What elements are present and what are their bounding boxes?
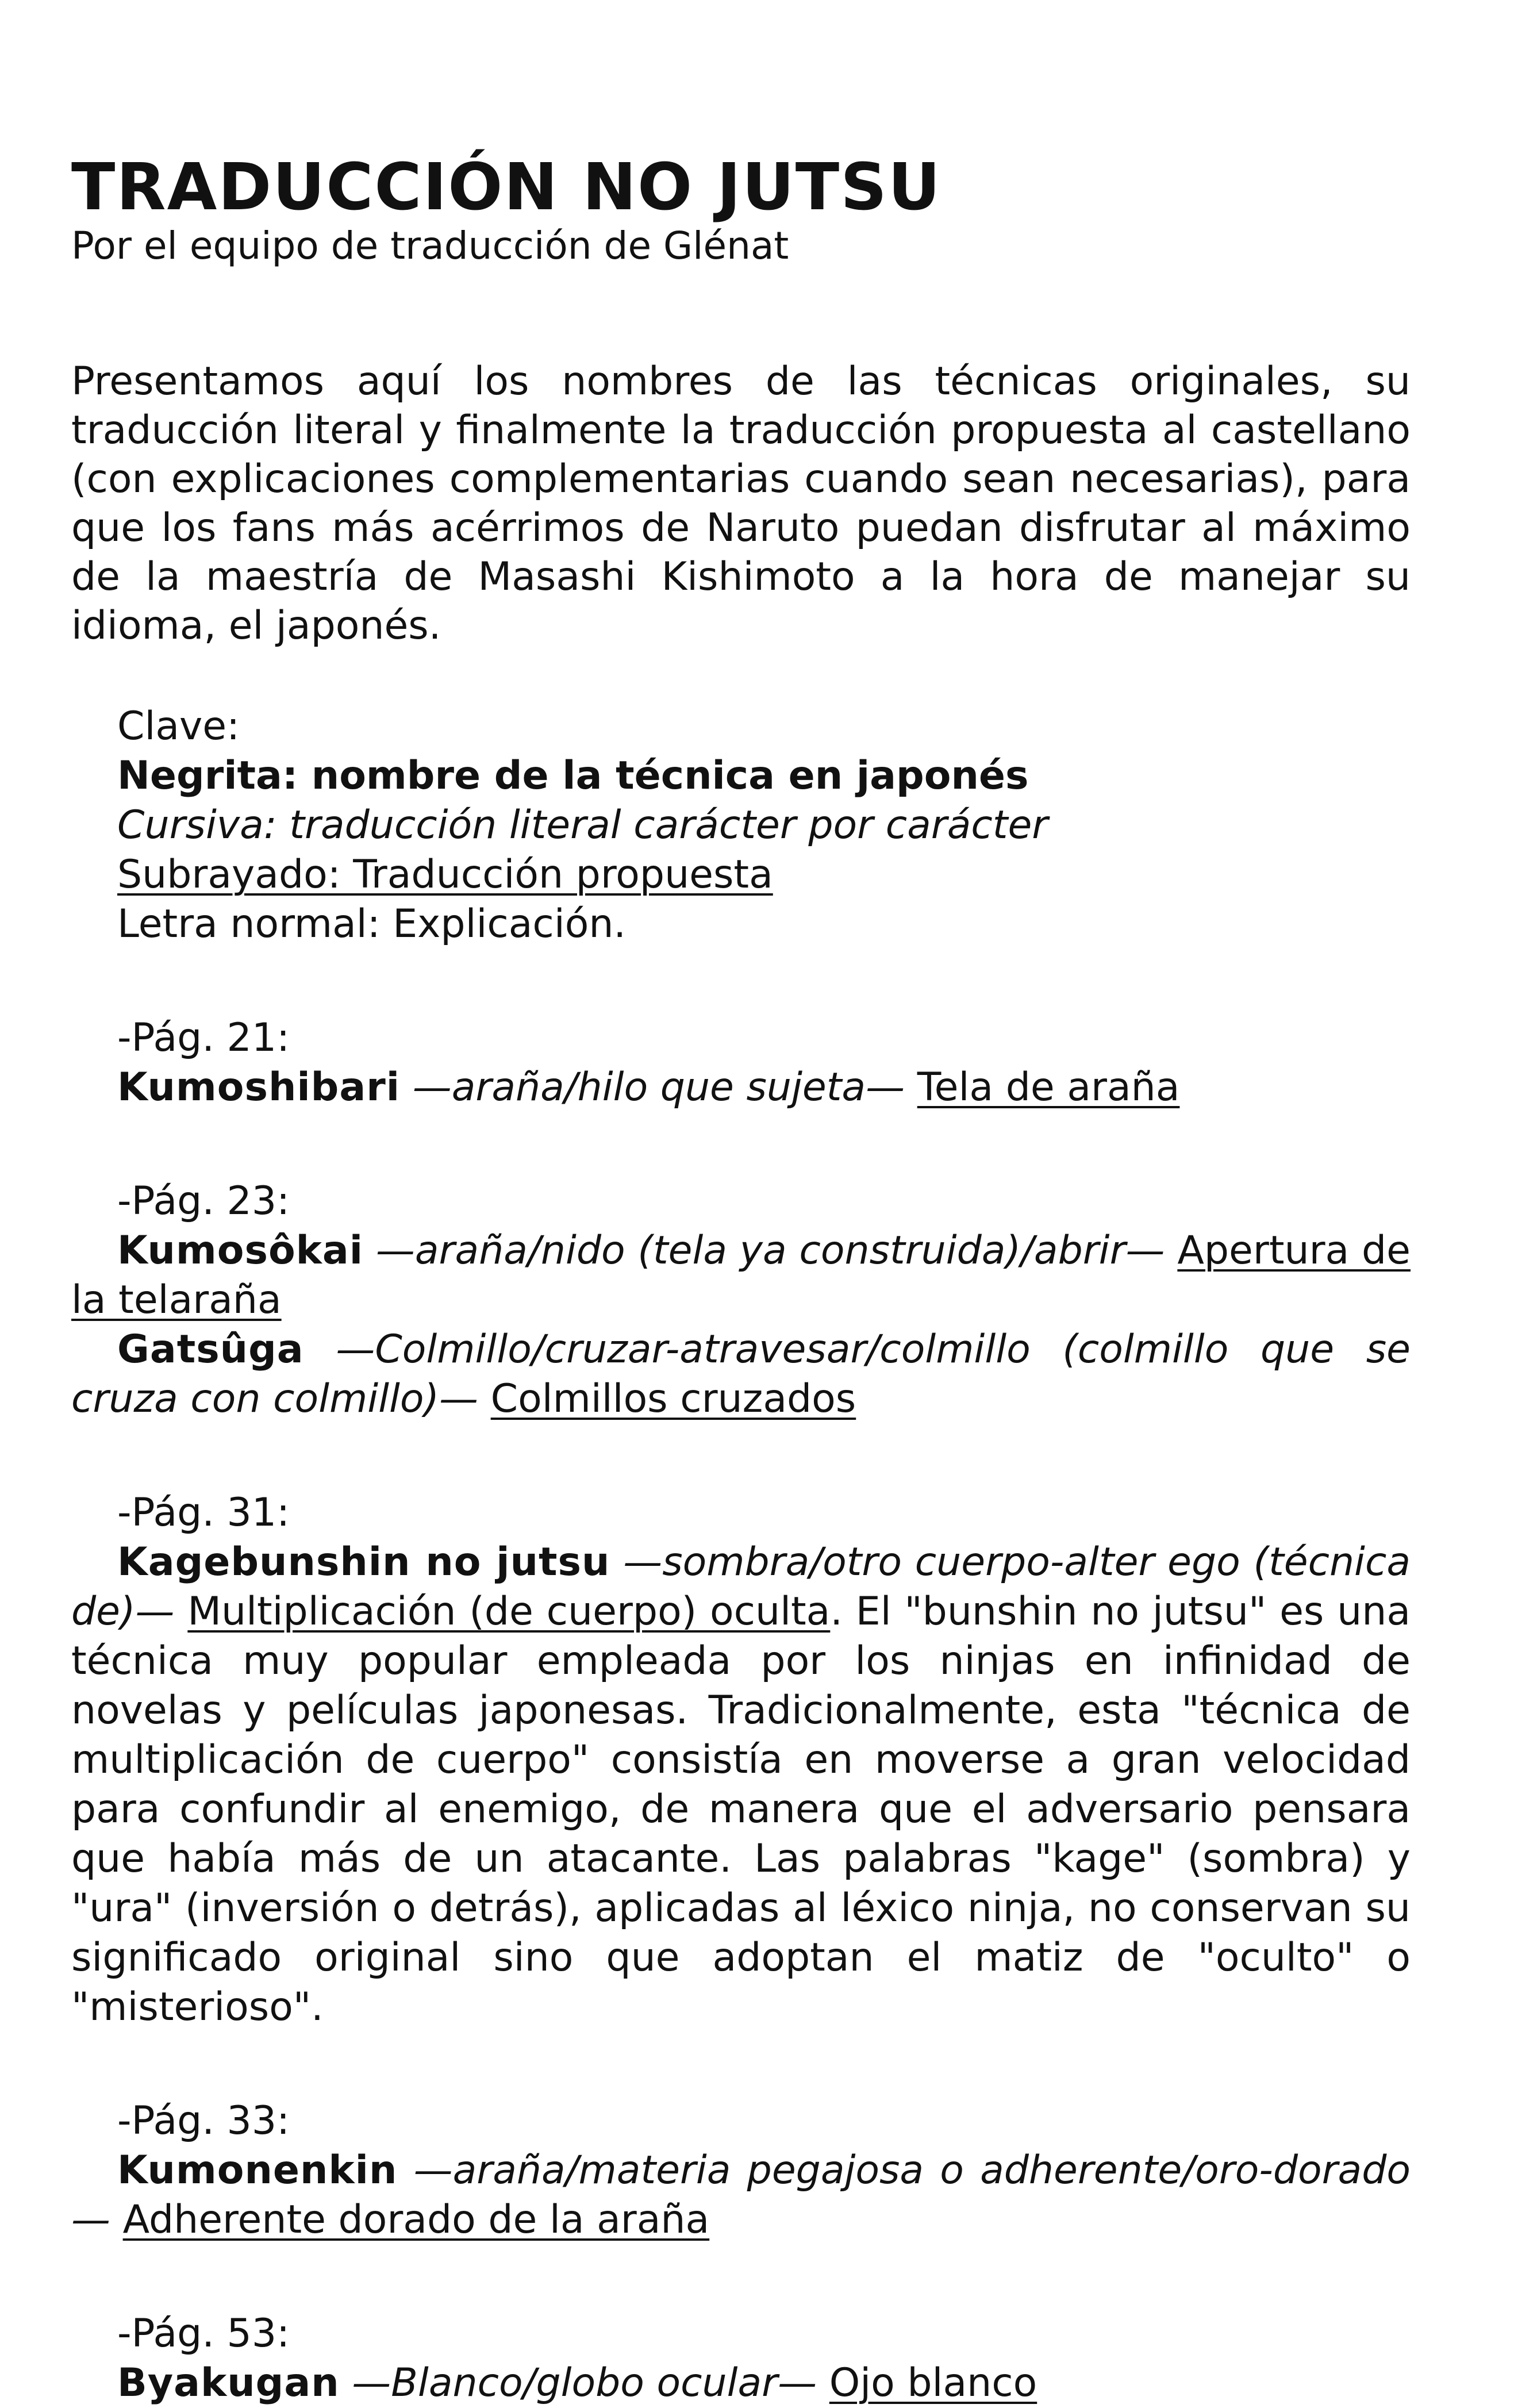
technique-entry bbox=[71, 1325, 1411, 1424]
literal-translation: —araña/materia pegajosa o adherente/oro-dorado— bbox=[71, 2148, 1411, 2243]
technique-entry bbox=[71, 1226, 1411, 1325]
page-title: TRADUCCIÓN NO JUTSU bbox=[71, 150, 942, 225]
page-section bbox=[71, 1488, 1411, 2032]
page-reference: -Pág. 53: bbox=[117, 2311, 290, 2357]
technique-sections bbox=[71, 1013, 1411, 2408]
legend-key bbox=[117, 702, 1411, 949]
technique-name: Kumonenkin bbox=[117, 2148, 398, 2194]
key-underline: Subrayado: Traducción propuesta bbox=[117, 852, 773, 898]
technique-name: Byakugan bbox=[117, 2360, 340, 2406]
proposed-translation: Adherente dorado de la araña bbox=[122, 2197, 710, 2243]
intro-paragraph: Presentamos aquí los nombres de las técnicas originales, su traducción literal y finalmente la traducción propuesta al castellano (con explicaciones complementarias cuando sean necesarias), para que los fans más acérrimos de Naruto puedan disfrutar al máximo de la maestría de Masashi Kishimoto a la hora de manejar su idioma, el japonés. bbox=[71, 359, 1411, 649]
proposed-translation: Colmillos cruzados bbox=[490, 1376, 856, 1422]
technique-entry bbox=[71, 2359, 1411, 2408]
page-section bbox=[71, 2096, 1411, 2245]
technique-name: Kagebunshin no jutsu bbox=[117, 1539, 610, 1585]
literal-translation: —araña/nido (tela ya construida)/abrir— bbox=[363, 1228, 1178, 1274]
page-section bbox=[71, 2309, 1411, 2408]
literal-translation: —sombra/otro cuerpo-alter ego (técnica de)— bbox=[71, 1539, 1411, 1635]
key-italic: Cursiva: traducción literal carácter por carácter bbox=[117, 802, 1048, 848]
document-page bbox=[71, 150, 1411, 2408]
page-reference: -Pág. 23: bbox=[117, 1178, 290, 1224]
literal-translation: —Colmillo/cruzar-atravesar/colmillo (colmillo que se cruza con colmillo)— bbox=[71, 1327, 1411, 1422]
literal-translation: —Blanco/globo ocular— bbox=[339, 2360, 829, 2406]
proposed-translation: Apertura de la telaraña bbox=[71, 1228, 1411, 1323]
proposed-translation: Tela de araña bbox=[917, 1065, 1180, 1111]
page-section bbox=[71, 1013, 1411, 1112]
proposed-translation: Multiplicación (de cuerpo) oculta bbox=[187, 1589, 831, 1635]
key-heading: Clave: bbox=[117, 704, 240, 750]
technique-name: Kumoshibari bbox=[117, 1065, 401, 1111]
literal-translation: —araña/hilo que sujeta— bbox=[400, 1065, 917, 1111]
page-section bbox=[71, 1177, 1411, 1424]
page-reference: -Pág. 31: bbox=[117, 1490, 290, 1536]
explanation: . El "bunshin no jutsu" es una técnica muy popular empleada por los ninjas en infinidad de novelas y películas japonesas. Tradicionalmente, esta "técnica de multiplicación de cuerpo" consistía en moverse a gran velocidad para confundir al enemigo, de manera que el adversario pensara que había más de un atacante. Las palabras "kage" (sombra) y "ura" (inversión o detrás), aplicadas al léxico ninja, no conservan su significado original sino que adoptan el matiz de "oculto" o "misterioso". bbox=[71, 1589, 1411, 2030]
technique-entry bbox=[71, 1538, 1411, 2032]
page-reference: -Pág. 21: bbox=[117, 1015, 290, 1061]
proposed-translation: Ojo blanco bbox=[829, 2360, 1037, 2406]
key-normal: Letra normal: Explicación. bbox=[117, 901, 627, 947]
technique-entry bbox=[71, 2146, 1411, 2245]
technique-name: Kumosôkai bbox=[117, 1228, 364, 1274]
technique-name: Gatsûga bbox=[117, 1327, 304, 1373]
page-reference: -Pág. 33: bbox=[117, 2098, 290, 2144]
page-subtitle: Por el equipo de traducción de Glénat bbox=[71, 224, 789, 268]
technique-entry bbox=[71, 1063, 1411, 1112]
key-bold: Negrita: nombre de la técnica en japonés bbox=[117, 753, 1029, 799]
